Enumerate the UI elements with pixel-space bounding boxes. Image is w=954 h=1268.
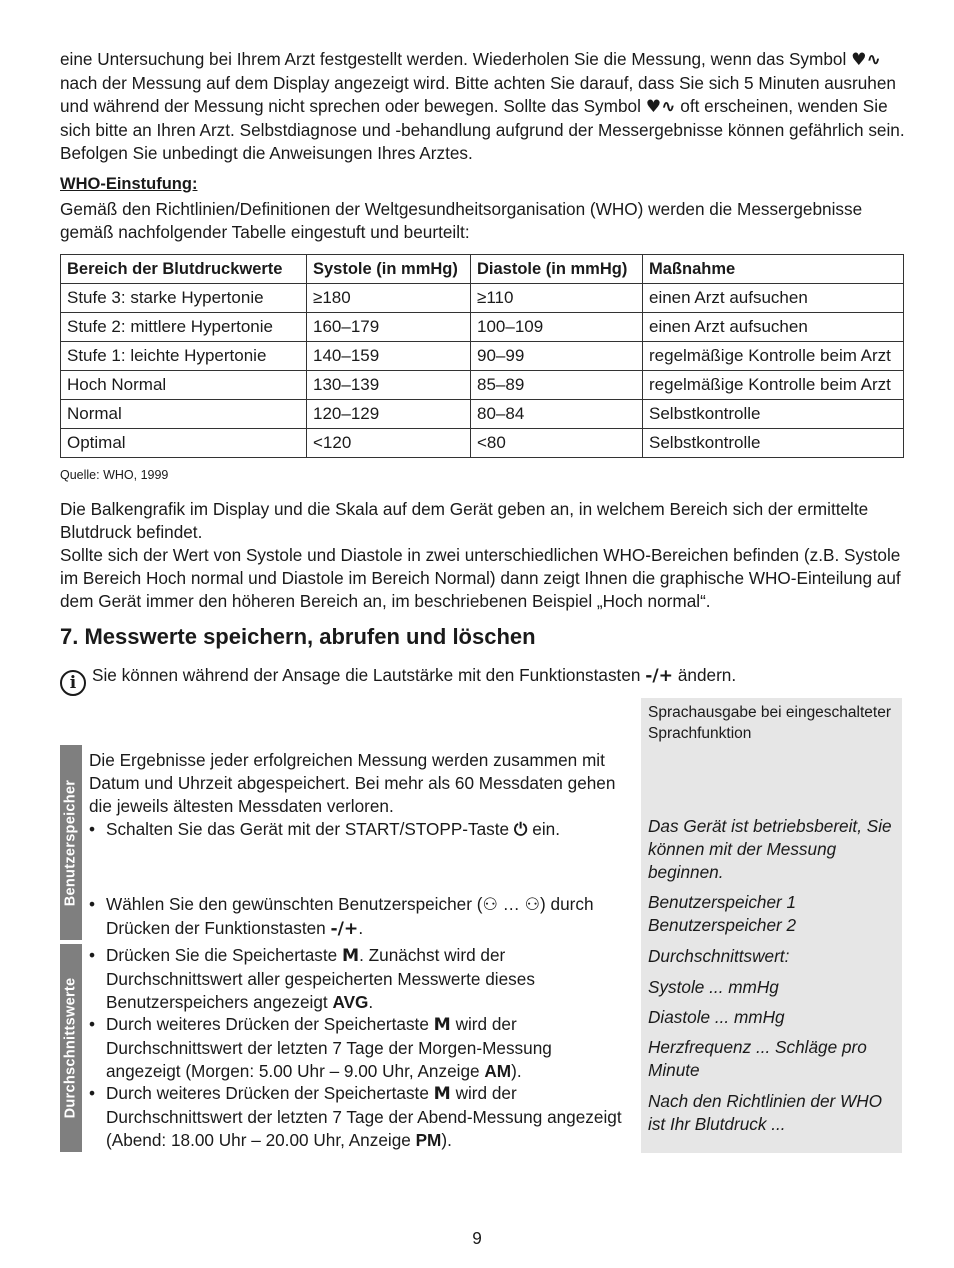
list-text: . Zunächst wird der Durchschnittswert aller gespeicherten Messwerte dieses Benutzerspeichers angezeigt [106, 945, 535, 1012]
table-cell: 80–84 [471, 400, 643, 429]
table-cell: Normal [61, 400, 307, 429]
list-item [89, 893, 629, 941]
table-row [61, 313, 904, 342]
plus-minus-keys-icon: -/+ [645, 666, 674, 686]
table-cell: Hoch Normal [61, 371, 307, 400]
bullet-dot: • [89, 894, 96, 914]
table-row [61, 284, 904, 313]
bar-graph-para-1: Die Balkengrafik im Display und die Skala auf dem Gerät geben an, in welchem Bereich sich der ermittelte Blutdruck befindet. [60, 499, 869, 542]
side-label-text: Benutzerspeicher [62, 779, 79, 906]
table-cell: Selbstkontrolle [643, 400, 904, 429]
memory-key-icon: M [341, 946, 360, 966]
benutzer-paragraph: Die Ergebnisse jeder erfolgreichen Messung werden zusammen mit Datum und Uhrzeit abgespeichert. Bei mehr als 60 Messdaten gehen die jeweils ältesten Messdaten verloren. [89, 750, 616, 816]
who-table [60, 254, 904, 458]
list-text: . [368, 992, 374, 1012]
intro-text-2: nach der Messung auf dem Display angezeigt wird. Bitte achten Sie darauf, dass Sie sich 5 Minuten ausruhen und während der Messung nicht sprechen oder bewegen. Sollte das Symbol [60, 73, 896, 116]
table-cell: ≥110 [471, 284, 643, 313]
list-item [89, 1082, 629, 1152]
table-cell: <80 [471, 429, 643, 458]
section-title: 7. Messwerte speichern, abrufen und löschen [60, 624, 536, 649]
intro-text-1: eine Untersuchung bei Ihrem Arzt festgestellt werden. Wiederholen Sie die Messung, wenn das Symbol [60, 49, 847, 69]
voice-user-2: Benutzerspeicher 2 [648, 915, 797, 935]
plus-minus-keys-icon: -/+ [330, 919, 359, 939]
list-text: Wählen Sie den gewünschten Benutzerspeicher ( [106, 894, 483, 914]
side-label-benutzerspeicher [60, 745, 82, 940]
table-cell: Stufe 2: mittlere Hypertonie [61, 313, 307, 342]
voice-diastole: Diastole ... mmHg [648, 1007, 785, 1027]
list-item [89, 944, 629, 1014]
info-icon: i [60, 670, 86, 696]
info-text-end: ändern. [677, 665, 737, 685]
am-indicator-icon: AM [484, 1061, 512, 1081]
list-text: ein. [532, 819, 560, 839]
table-cell: einen Arzt aufsuchen [643, 313, 904, 342]
col-header: Diastole (in mmHg) [471, 255, 643, 284]
table-cell: regelmäßige Kontrolle beim Arzt [643, 342, 904, 371]
who-table-header [61, 255, 904, 284]
table-cell: einen Arzt aufsuchen [643, 284, 904, 313]
heart-arrhythmia-icon-2: ♥∿ [645, 97, 676, 117]
table-cell: 120–129 [307, 400, 471, 429]
voice-who: Nach den Richtlinien der WHO ist Ihr Blutdruck ... [648, 1091, 883, 1134]
voice-user-1: Benutzerspeicher 1 [648, 892, 797, 912]
bullet-dot: • [89, 945, 96, 965]
bar-graph-para-2: Sollte sich der Wert von Systole und Diastole in zwei unterschiedlichen WHO-Bereichen befinden (z.B. Systole im Bereich Hoch normal und Diastole im Bereich Normal) dann zeigt Ihnen die graphische WHO-Einteilung auf dem Gerät immer den höheren Bereich an, im beschriebenen Beispiel „Hoch normal“. [60, 545, 901, 611]
info-text: Sie können während der Ansage die Lautstärke mit den Funktionstasten [92, 665, 641, 685]
list-item [89, 818, 629, 842]
table-cell: <120 [307, 429, 471, 458]
table-cell: 140–159 [307, 342, 471, 371]
bullet-dot: • [89, 1083, 96, 1103]
bar-graph-text [60, 498, 905, 613]
list-text: ). [511, 1061, 522, 1081]
bullet-dot: • [89, 1014, 96, 1034]
table-cell: Stufe 3: starke Hypertonie [61, 284, 307, 313]
memory-key-icon: M [433, 1084, 451, 1104]
table-cell: ≥180 [307, 284, 471, 313]
pm-indicator-icon: PM [415, 1130, 442, 1150]
intro-text-3: oft erscheinen, wenden Sie sich bitte an Ihren Arzt. Selbstdiagnose und -behandlung aufgrund der Messergebnisse können gefährlich sein. Befolgen Sie unbedingt die Anweisungen Ihres Arztes. [60, 96, 905, 163]
who-heading: WHO-Einstufung: [60, 175, 198, 193]
list-text: wird der Durchschnittswert der letzten 7 Tage der Morgen-Messung angezeigt (Morgen: 5.00 Uhr – 9.00 Uhr, Anzeige [106, 1014, 552, 1081]
table-cell: 160–179 [307, 313, 471, 342]
table-cell: 90–99 [471, 342, 643, 371]
list-text: Durch weiteres Drücken der Speichertaste [106, 1083, 429, 1103]
voice-pulse: Herzfrequenz ... Schläge pro Minute [648, 1037, 867, 1080]
voice-output-header: Sprachausgabe bei eingeschalteter Sprachfunktion [648, 704, 892, 742]
voice-ready: Das Gerät ist betriebsbereit, Sie können mit der Messung beginnen. [648, 816, 892, 882]
table-cell: Stufe 1: leichte Hypertonie [61, 342, 307, 371]
user-1-icon: ⚇ [482, 895, 498, 915]
heart-arrhythmia-icon: ♥∿ [851, 50, 881, 70]
avg-indicator-icon: AVG [332, 992, 369, 1012]
table-row [61, 400, 904, 429]
voice-average: Durchschnittswert: [648, 946, 790, 966]
list-item [89, 1013, 629, 1083]
list-text: wird der Durchschnittswert der letzten 7 Tage der Abend-Messung angezeigt (Abend: 18.00 Uhr – 20.00 Uhr, Anzeige [106, 1083, 622, 1150]
table-cell: regelmäßige Kontrolle beim Arzt [643, 371, 904, 400]
list-text: Schalten Sie das Gerät mit der START/STOPP-Taste [106, 819, 510, 839]
list-text: Durch weiteres Drücken der Speichertaste [106, 1014, 429, 1034]
table-row [61, 342, 904, 371]
table-cell: 130–139 [307, 371, 471, 400]
col-header: Bereich der Blutdruckwerte [61, 255, 307, 284]
list-text: . [358, 918, 364, 938]
list-text: ). [441, 1130, 452, 1150]
intro-paragraph [60, 48, 905, 165]
table-row [61, 429, 904, 458]
table-cell: 85–89 [471, 371, 643, 400]
table-cell: Optimal [61, 429, 307, 458]
list-text: ) durch Drücken der Funktionstasten [106, 894, 594, 938]
table-cell: 100–109 [471, 313, 643, 342]
side-label-durchschnittswerte [60, 944, 82, 1152]
bullet-dot: • [89, 819, 96, 839]
power-icon: ⏻ [513, 820, 528, 840]
user-2-icon: ⚇ [524, 895, 541, 915]
table-cell: Selbstkontrolle [643, 429, 904, 458]
table-row [61, 371, 904, 400]
list-text: … [497, 894, 525, 914]
voice-systole: Systole ... mmHg [648, 977, 779, 997]
side-label-text: Durchschnittswerte [62, 977, 79, 1119]
list-text: Drücken Sie die Speichertaste [106, 945, 338, 965]
col-header: Maßnahme [643, 255, 904, 284]
table-source: Quelle: WHO, 1999 [60, 468, 169, 482]
page-number: 9 [472, 1228, 482, 1248]
memory-key-icon: M [433, 1015, 451, 1035]
col-header: Systole (in mmHg) [307, 255, 471, 284]
info-note [60, 664, 905, 696]
who-description: Gemäß den Richtlinien/Definitionen der Weltgesundheitsorganisation (WHO) werden die Messergebnisse gemäß nachfolgender Tabelle eingestuft und beurteilt: [60, 199, 863, 242]
